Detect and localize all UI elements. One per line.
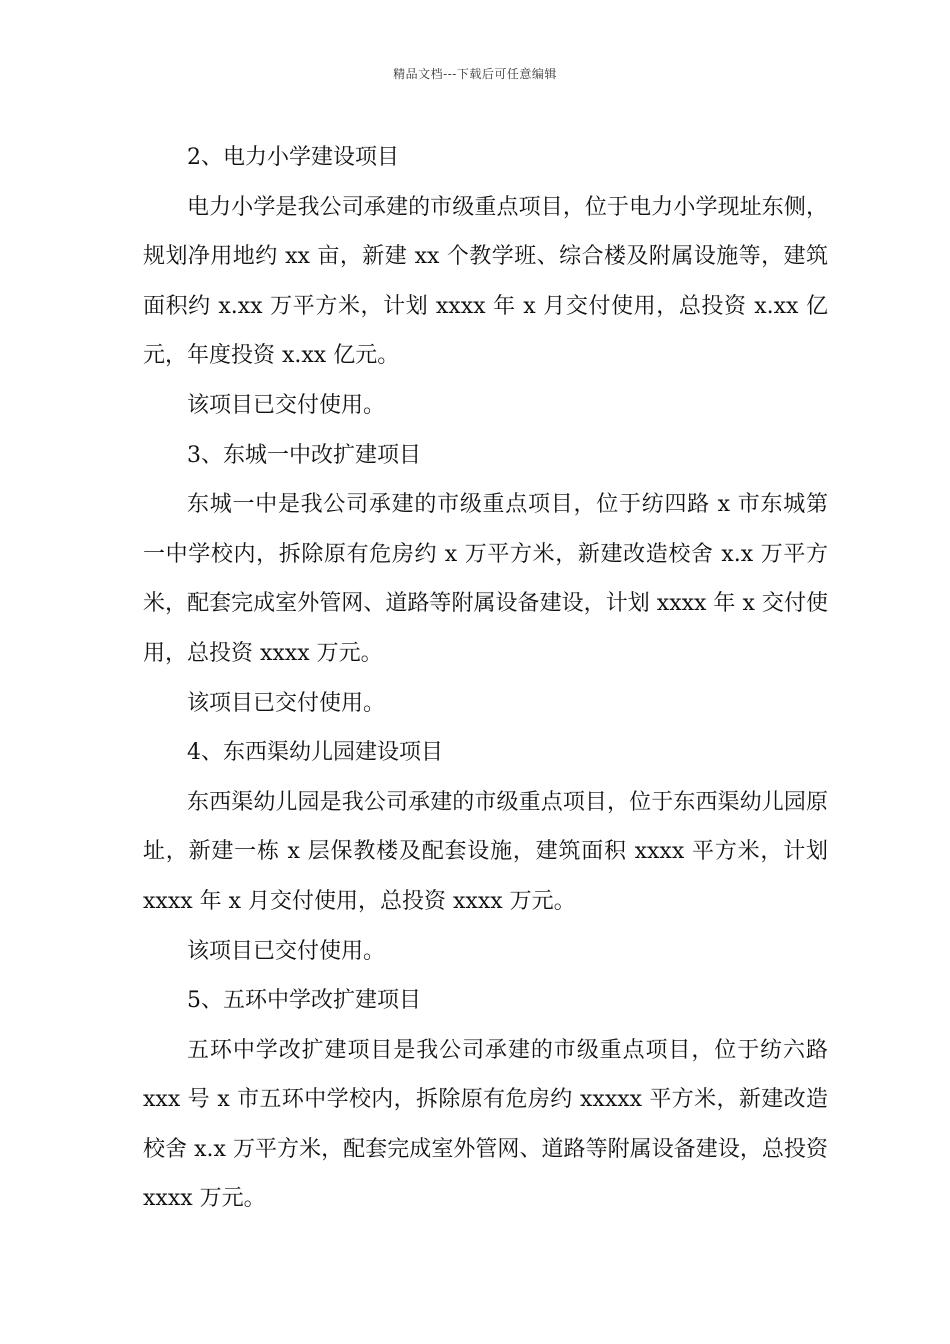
- status-dongxiqu-kindergarten: 该项目已交付使用。: [187, 938, 386, 964]
- status-dongcheng-middle: 该项目已交付使用。: [187, 690, 386, 716]
- paragraph-dianli-school: 电力小学是我公司承建的市级重点项目，位于电力小学现址东侧，规划净用地约 xx 亩，新建 xx 个教学班、综合楼及附属设施等，建筑面积约 x.xx 万平方米，计划 xxxx 年 x 月交付使用，总投资 x.xx 亿元，年度投资 x.xx 亿元。: [143, 194, 828, 369]
- status-dianli-school: 该项目已交付使用。: [187, 392, 386, 418]
- section-heading-2: 2、电力小学建设项目: [187, 145, 399, 170]
- section-heading-5: 5、五环中学改扩建项目: [187, 988, 421, 1014]
- paragraph-wuhuan-middle: 五环中学改扩建项目是我公司承建的市级重点项目，位于纺六路 xxx 号 x 市五环中学校内，拆除原有危房约 xxxxx 平方米，新建改造校舍 x.x 万平方米，配套完成室外管网、道路等附属设备建设，总投资 xxxx 万元。: [143, 1037, 828, 1212]
- paragraph-dongcheng-middle: 东城一中是我公司承建的市级重点项目，位于纺四路 x 市东城第一中学校内，拆除原有危房约 x 万平方米，新建改造校舍 x.x 万平方米，配套完成室外管网、道路等附属设备建设，计划 xxxx 年 x 交付使用，总投资 xxxx 万元。: [143, 492, 828, 666]
- section-heading-3: 3、东城一中改扩建项目: [187, 442, 421, 468]
- paragraph-dongxiqu-kindergarten: 东西渠幼儿园是我公司承建的市级重点项目，位于东西渠幼儿园原址，新建一栋 x 层保教楼及配套设施，建筑面积 xxxx 平方米，计划 xxxx 年 x 月交付使用，总投资 xxxx 万元。: [143, 789, 828, 914]
- document-body: [143, 133, 828, 1224]
- page-header: 精品文档---下载后可任意编辑: [393, 67, 557, 81]
- section-heading-4: 4、东西渠幼儿园建设项目: [187, 740, 443, 766]
